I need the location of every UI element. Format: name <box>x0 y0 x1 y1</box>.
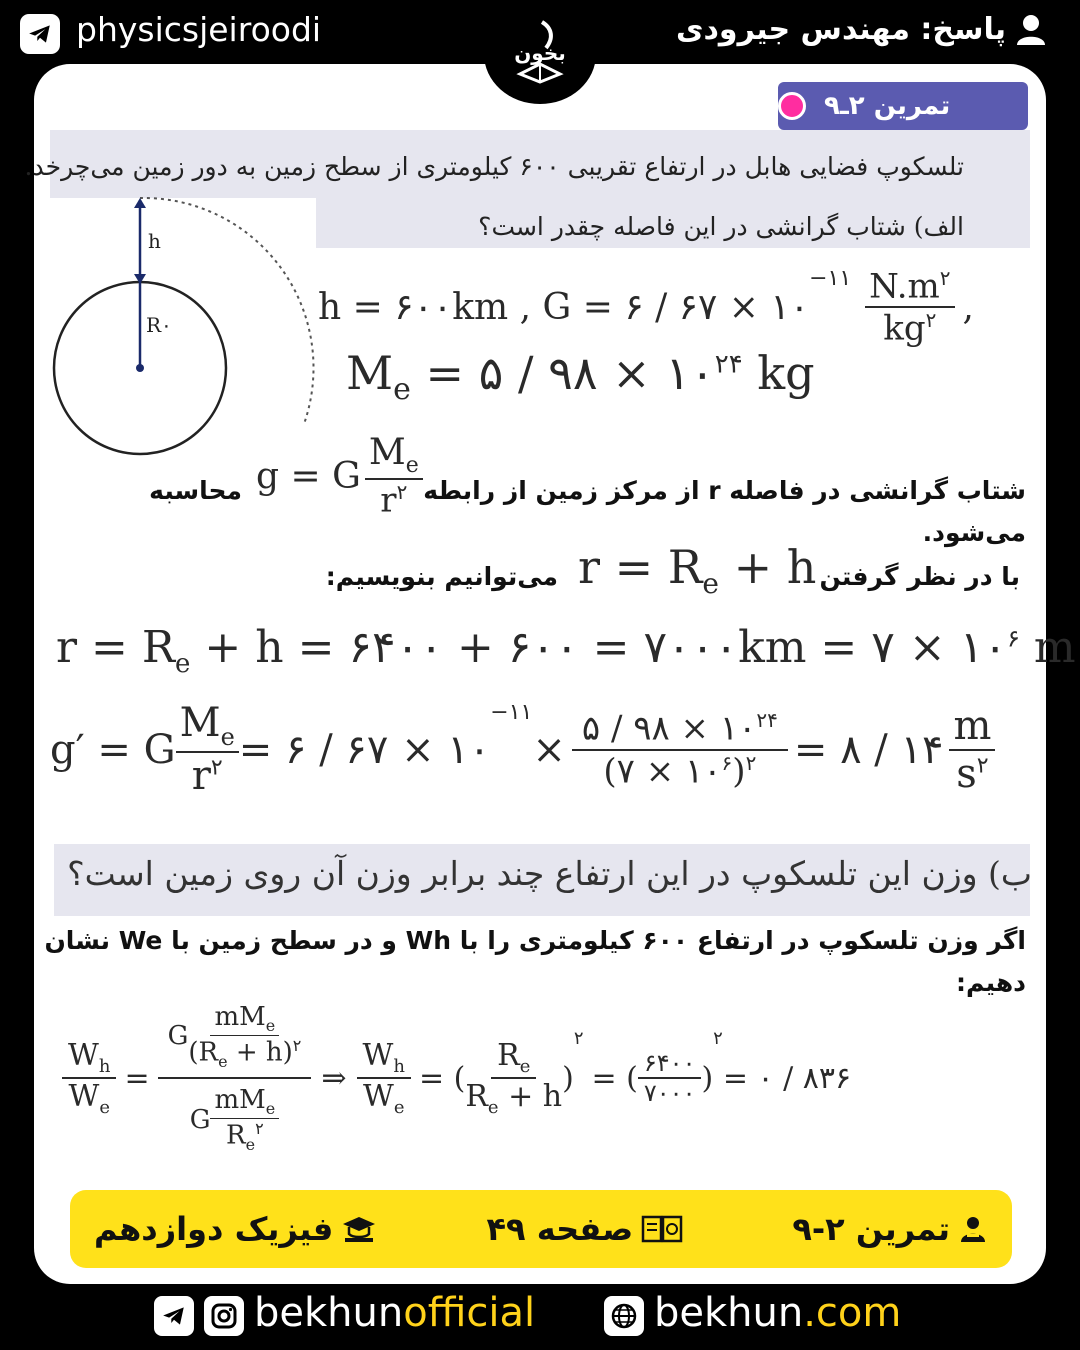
telegram-icon[interactable] <box>154 1296 194 1336</box>
logo-text: بخون <box>514 41 566 65</box>
answer-label: پاسخ: مهندس جیرودی <box>676 12 1006 47</box>
answer-author <box>676 12 1046 47</box>
graduation-cap-icon <box>341 1214 377 1244</box>
social-handle[interactable]: bekhunofficial <box>254 1290 536 1336</box>
r-formula: $r = R_e + h$ <box>578 540 817 601</box>
website-link[interactable]: bekhun.com <box>654 1290 902 1336</box>
bottom-bar <box>0 1290 1080 1350</box>
footer-exercise: تمرین ۲-۹ <box>792 1210 988 1248</box>
footer-bar <box>70 1190 1012 1268</box>
explain-text-2b: می‌توانیم بنویسیم: <box>325 562 558 591</box>
explain-text-2: با در نظر گرفتن <box>819 562 1020 591</box>
instagram-icon[interactable] <box>204 1296 244 1336</box>
globe-icon <box>604 1296 644 1336</box>
book-icon <box>641 1214 683 1244</box>
question-part-a: الف) شتاب گرانشی در این فاصله چقدر است؟ <box>478 212 964 241</box>
exercise-tag <box>778 82 1028 130</box>
g-formula: g = G $\frac{M_e}{r^۲}$ <box>256 432 423 521</box>
exercise-tag-label: تمرین ۲ـ۹ <box>824 91 951 121</box>
weight-ratio: $\frac{W_h}{W_e}$ = G $\frac{mM_e}{(R_e + h)^۲}$ G $\frac{mM_e}{R_e^۲}$ ⇒ $\frac{W_h}{W_e}$ = ( $\frac{R_e}{R_e + h}$ ) ۲ = ( $\frac{۶۴۰۰}{۷۰۰۰}$ ) ۲ = ۰ / ۸۳۶ <box>62 968 851 1188</box>
teacher-icon <box>958 1214 988 1244</box>
telegram-icon[interactable] <box>20 14 60 54</box>
r-calculation: $r = R_e + h$ = ۶۴۰۰ + ۶۰۰ = ۷۰۰۰km = ۷ × $۱۰^۶$ m <box>56 622 1076 679</box>
orbit-arc <box>140 198 314 424</box>
r-label: R۰ <box>146 313 172 337</box>
h-label: h <box>148 229 161 253</box>
given-line-2: $M_e$ = ۵ / ۹۸ × $۱۰^{۲۴}$ kg <box>346 346 815 408</box>
channel-handle[interactable]: physicsjeiroodi <box>76 10 322 49</box>
given-line-1: h = ۶۰۰km , G = ۶ / ۶۷ × ۱۰ $^{-۱۱}$ $\frac{N.m^۲}{kg^۲}$ , <box>318 266 974 349</box>
content-card <box>24 64 1076 1284</box>
bekhun-logo <box>484 4 596 104</box>
footer-subject: فیزیک دوازدهم <box>94 1210 377 1248</box>
explain-text-1b: محاسبه <box>149 476 242 505</box>
explain-text-1: شتاب گرانشی در فاصله r از مرکز زمین از رابطه <box>423 476 1026 505</box>
g-calculation: g′ = G $\frac{M_e}{r^۲}$ = ۶ / ۶۷ × ۱۰ −۱۱ × $\frac{۵ / ۹۸ \times ۱۰^{۲۴}}{(۷ \times ۱۰^۶)^۲}$ = ۸ / ۱۴ $\frac{m}{s^۲}$ <box>50 700 995 799</box>
footer-page: صفحه ۴۹ <box>486 1210 683 1248</box>
question-line-1: تلسکوپ فضایی هابل در ارتفاع تقریبی ۶۰۰ کیلومتری از سطح زمین به دور زمین می‌چرخد. <box>24 152 964 181</box>
question-part-b: ب) وزن این تلسکوپ در این ارتفاع چند برابر وزن آن روی زمین است؟ <box>67 854 1032 893</box>
earth-orbit-diagram <box>48 192 318 462</box>
user-icon <box>1016 14 1046 46</box>
explain-text-3: اگر وزن تلسکوپ در ارتفاع ۶۰۰ کیلومتری را با Wh و در سطح زمین با We نشان <box>44 926 1026 955</box>
explain-text-1c: می‌شود. <box>922 518 1026 547</box>
explain-text-3b: دهیم: <box>956 968 1026 997</box>
unit-fraction: $\frac{N.m^۲}{kg^۲}$ <box>865 266 954 349</box>
bullet-icon <box>778 92 806 120</box>
